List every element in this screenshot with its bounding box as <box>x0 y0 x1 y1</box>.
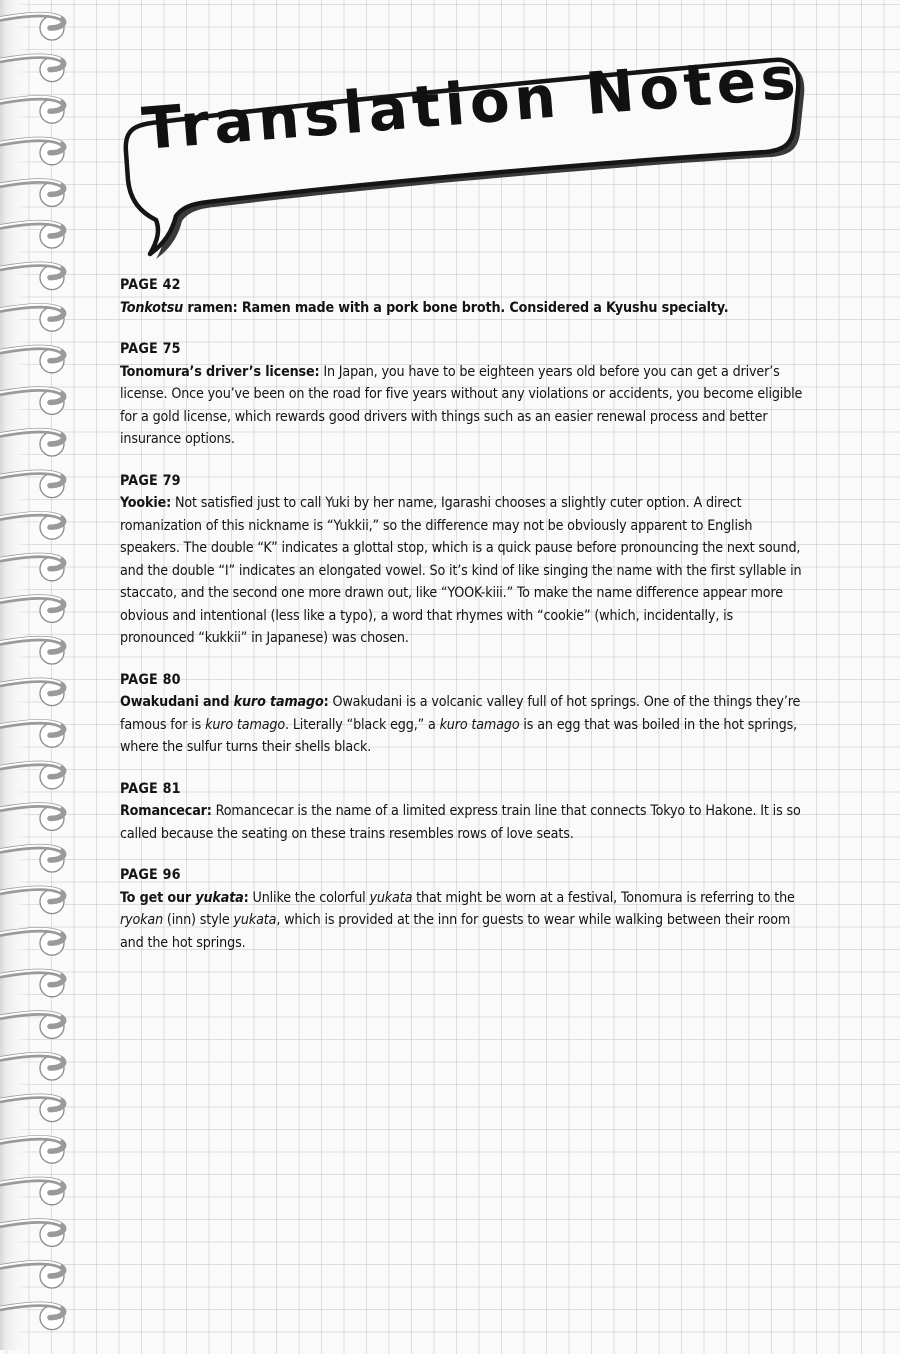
page-number-label: PAGE 79 <box>120 472 181 489</box>
note-body-fragment: Not satisfied just to call Yuki by her name, Igarashi chooses a slightly cuter option. A direct romanization of this nickname is “Yukkii,” so the difference may not be obviously apparent to English speakers. The double “K” indicates a glottal stop, which is a quick pause before pronouncing the next sound, and the double “I” indicates an elongated vowel. So it’s kind of like singing the name with the first syllable in staccato, and the second one more drawn out, like “YOOK-kiii.” To make the name difference appear more obvious and intentional (less like a typo), a word that rhymes with “cookie” (which, incidentally, is pronounced “kukkii” in Japanese) was chosen. <box>120 495 802 646</box>
note-term <box>120 803 212 819</box>
note-body-fragment: Unlike the colorful <box>248 889 370 906</box>
translation-notes-list <box>120 274 810 973</box>
note-body-fragment: (inn) style <box>163 912 234 928</box>
spiral-ring <box>0 180 64 206</box>
page-number-label: PAGE 75 <box>120 341 181 357</box>
page-number-label: PAGE 80 <box>120 671 181 688</box>
spiral-ring <box>0 305 64 331</box>
spiral-ring <box>0 97 64 123</box>
spiral-ring <box>0 513 64 539</box>
spiral-ring <box>0 929 64 955</box>
spiral-ring <box>0 846 64 872</box>
translation-note <box>120 669 810 759</box>
note-term-fragment: yukata <box>195 889 244 906</box>
spiral-ring <box>0 638 64 664</box>
note-term-fragment: Tonkotsu <box>120 299 184 316</box>
spiral-ring <box>0 679 64 705</box>
note-term <box>120 694 329 710</box>
note-term-fragment: : <box>243 889 249 906</box>
spiral-ring <box>0 346 64 372</box>
notebook-spiral-binding <box>0 0 75 1350</box>
spiral-ring <box>0 55 64 81</box>
spiral-ring <box>0 138 64 164</box>
note-body-fragment: Ramen made with a pork bone broth. Considered a Kyushu specialty. <box>237 299 729 316</box>
note-term <box>120 364 319 380</box>
note-text <box>120 361 810 451</box>
translation-note <box>120 338 810 451</box>
spiral-ring <box>0 1012 64 1038</box>
note-text <box>120 297 810 320</box>
spiral-ring <box>0 762 64 788</box>
spiral-ring <box>0 1303 64 1329</box>
note-term <box>120 300 238 316</box>
note-term-fragment: Tonomura’s driver’s license: <box>120 363 320 380</box>
page-number-label: PAGE 81 <box>120 780 181 797</box>
note-body-fragment: In Japan, you have to be eighteen years old before you can get a driver’s license. Once you’ve been on the road for five years without any violations or accidents, you become eligible for a gold license, which rewards good drivers with things such as an easier renewal process and better insurance options. <box>120 363 803 447</box>
note-body-fragment: Romancecar is the name of a limited express train line that connects Tokyo to Hakone. It is so called because the seating on these trains resembles rows of love seats. <box>120 803 801 842</box>
note-body-fragment: , which is provided at the inn for guests to wear while walking between their room and the hot springs. <box>120 912 791 951</box>
translation-note <box>120 274 810 319</box>
translation-note <box>120 778 810 846</box>
note-body-fragment: kuro tamago <box>439 716 520 733</box>
spiral-ring <box>0 970 64 996</box>
note-term-fragment: : <box>323 694 329 710</box>
note-body-fragment: is an egg that was boiled in the hot springs, where the sulfur turns their shells black. <box>120 716 798 755</box>
spiral-ring <box>0 596 64 622</box>
spiral-ring <box>0 388 64 414</box>
note-body-fragment: that might be worn at a festival, Tonomura is referring to the <box>412 889 795 906</box>
note-term-fragment: kuro tamago <box>233 694 324 710</box>
note-body-fragment: kuro tamago <box>205 716 286 733</box>
note-term-fragment: ramen: <box>183 299 238 316</box>
spiral-ring <box>0 430 64 456</box>
spiral-ring <box>0 1262 64 1288</box>
note-term <box>120 890 249 906</box>
note-text <box>120 800 810 845</box>
spiral-ring <box>0 222 64 248</box>
note-text <box>120 492 810 650</box>
note-text <box>120 691 810 759</box>
spiral-ring <box>0 721 64 747</box>
note-body-fragment: ryokan <box>120 912 164 928</box>
spiral-ring <box>0 1137 64 1163</box>
note-term <box>120 495 171 511</box>
note-term-fragment: Owakudani and <box>120 694 234 710</box>
note-term-fragment: To get our <box>120 889 196 906</box>
note-text <box>120 887 810 955</box>
page-number-label: PAGE 96 <box>120 867 181 883</box>
note-body-fragment: Owakudani is a volcanic valley full of hot springs. One of the things they’re famous for is <box>120 694 801 733</box>
spiral-ring <box>0 1054 64 1080</box>
spiral-ring <box>0 263 64 289</box>
spiral-ring <box>0 1178 64 1204</box>
note-body-fragment: yukata <box>369 889 413 906</box>
spiral-ring <box>0 554 64 580</box>
note-term-fragment: Yookie: <box>120 495 172 511</box>
spiral-rings-graphic <box>0 0 75 1350</box>
spiral-ring <box>0 804 64 830</box>
page-title: Translation Notes <box>139 43 803 163</box>
note-body-fragment: yukata <box>233 912 277 928</box>
spiral-ring <box>0 471 64 497</box>
translation-note <box>120 864 810 954</box>
note-term-fragment: Romancecar: <box>120 803 212 819</box>
spiral-ring <box>0 14 64 40</box>
page-number-label: PAGE 42 <box>120 277 181 293</box>
spiral-ring <box>0 1220 64 1246</box>
note-body-fragment: . Literally “black egg,” a <box>285 716 440 733</box>
spiral-ring <box>0 887 64 913</box>
translation-note <box>120 470 810 650</box>
spiral-ring <box>0 1095 64 1121</box>
